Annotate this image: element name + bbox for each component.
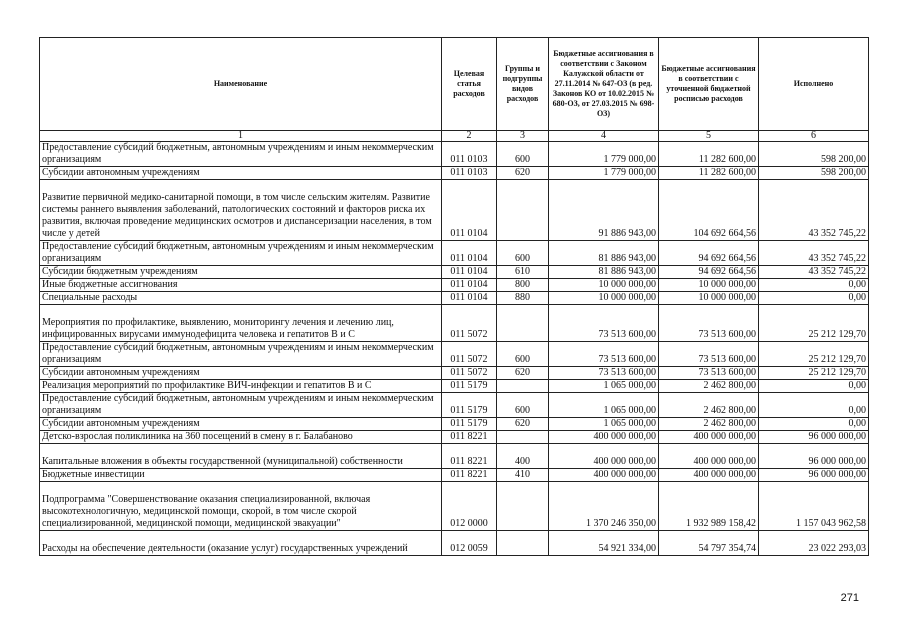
- row-clarified-amount: 73 513 600,00: [659, 305, 759, 342]
- row-clarified-amount: 1 932 989 158,42: [659, 482, 759, 531]
- row-law-amount: 400 000 000,00: [549, 469, 659, 482]
- table-row: [40, 444, 869, 469]
- table-row: [40, 380, 869, 393]
- row-expense-group: 400: [497, 444, 549, 469]
- row-law-amount: 73 513 600,00: [549, 305, 659, 342]
- row-name: Детско-взрослая поликлиника на 360 посещений в смену в г. Балабаново: [40, 431, 442, 444]
- row-law-amount: 81 886 943,00: [549, 241, 659, 266]
- row-name: Иные бюджетные ассигнования: [40, 279, 442, 292]
- row-expense-group: [497, 531, 549, 556]
- table-row: [40, 292, 869, 305]
- row-target-article: 011 0104: [442, 180, 497, 241]
- table-row: [40, 342, 869, 367]
- row-expense-group: 620: [497, 418, 549, 431]
- row-law-amount: 10 000 000,00: [549, 292, 659, 305]
- row-executed-amount: 96 000 000,00: [759, 431, 869, 444]
- table-row: [40, 142, 869, 167]
- row-target-article: 011 0104: [442, 241, 497, 266]
- row-expense-group: [497, 305, 549, 342]
- row-target-article: 011 0104: [442, 279, 497, 292]
- row-name: Специальные расходы: [40, 292, 442, 305]
- header-expense-groups: Группы и подгруппы видов расходов: [497, 38, 549, 131]
- row-law-amount: 10 000 000,00: [549, 279, 659, 292]
- row-name: Мероприятия по профилактике, выявлению, мониторингу лечения и лечению лиц, инфицированных вирусами иммунодефицита человека и гепатитов В и С: [40, 305, 442, 342]
- row-name: Развитие первичной медико-санитарной помощи, в том числе сельским жителям. Развитие системы раннего выявления заболеваний, патологических состояний и факторов риска их развития, включая проведение медицинских осмотров и диспансеризации населения, в том числе у детей: [40, 180, 442, 241]
- table-row: [40, 418, 869, 431]
- table-row: [40, 393, 869, 418]
- row-name: Расходы на обеспечение деятельности (оказание услуг) государственных учреждений: [40, 531, 442, 556]
- row-law-amount: 1 370 246 350,00: [549, 482, 659, 531]
- row-name: Субсидии автономным учреждениям: [40, 367, 442, 380]
- row-target-article: 011 0103: [442, 142, 497, 167]
- row-target-article: 011 0104: [442, 266, 497, 279]
- header-target-article: Целевая статья расходов: [442, 38, 497, 131]
- row-executed-amount: 0,00: [759, 279, 869, 292]
- row-executed-amount: 43 352 745,22: [759, 266, 869, 279]
- row-law-amount: 73 513 600,00: [549, 342, 659, 367]
- table-row: [40, 305, 869, 342]
- table-row: [40, 482, 869, 531]
- row-target-article: 011 5179: [442, 393, 497, 418]
- column-number: 1: [40, 131, 442, 142]
- table-row: [40, 531, 869, 556]
- table-row: [40, 431, 869, 444]
- row-target-article: 012 0059: [442, 531, 497, 556]
- row-executed-amount: 25 212 129,70: [759, 305, 869, 342]
- row-expense-group: 600: [497, 393, 549, 418]
- row-expense-group: 610: [497, 266, 549, 279]
- table-row: [40, 167, 869, 180]
- row-name: Субсидии автономным учреждениям: [40, 418, 442, 431]
- row-law-amount: 91 886 943,00: [549, 180, 659, 241]
- row-expense-group: 600: [497, 241, 549, 266]
- row-target-article: 011 5072: [442, 342, 497, 367]
- row-clarified-amount: 11 282 600,00: [659, 142, 759, 167]
- row-expense-group: 600: [497, 342, 549, 367]
- row-expense-group: 800: [497, 279, 549, 292]
- table-row: [40, 469, 869, 482]
- row-executed-amount: 0,00: [759, 380, 869, 393]
- row-law-amount: 400 000 000,00: [549, 431, 659, 444]
- row-law-amount: 1 779 000,00: [549, 167, 659, 180]
- row-target-article: 011 0103: [442, 167, 497, 180]
- table-row: [40, 241, 869, 266]
- row-law-amount: 1 065 000,00: [549, 393, 659, 418]
- column-number: 6: [759, 131, 869, 142]
- row-expense-group: [497, 431, 549, 444]
- row-executed-amount: 96 000 000,00: [759, 469, 869, 482]
- header-name: Наименование: [40, 38, 442, 131]
- row-executed-amount: 25 212 129,70: [759, 342, 869, 367]
- row-executed-amount: 598 200,00: [759, 142, 869, 167]
- row-executed-amount: 23 022 293,03: [759, 531, 869, 556]
- row-name: Капитальные вложения в объекты государственной (муниципальной) собственности: [40, 444, 442, 469]
- table-row: [40, 266, 869, 279]
- table-row: [40, 180, 869, 241]
- row-clarified-amount: 400 000 000,00: [659, 469, 759, 482]
- row-law-amount: 81 886 943,00: [549, 266, 659, 279]
- row-name: Предоставление субсидий бюджетным, автономным учреждениям и иным некоммерческим организациям: [40, 241, 442, 266]
- row-executed-amount: 0,00: [759, 418, 869, 431]
- row-law-amount: 400 000 000,00: [549, 444, 659, 469]
- row-law-amount: 54 921 334,00: [549, 531, 659, 556]
- row-target-article: 011 8221: [442, 469, 497, 482]
- row-target-article: 011 5179: [442, 418, 497, 431]
- row-expense-group: [497, 482, 549, 531]
- header-clarified-allocations: Бюджетные ассигнования в соответствии с уточненной бюджетной росписью расходов: [659, 38, 759, 131]
- table-row: [40, 367, 869, 380]
- row-name: Предоставление субсидий бюджетным, автономным учреждениям и иным некоммерческим организациям: [40, 342, 442, 367]
- row-expense-group: 600: [497, 142, 549, 167]
- column-number: 5: [659, 131, 759, 142]
- row-clarified-amount: 2 462 800,00: [659, 418, 759, 431]
- row-law-amount: 1 065 000,00: [549, 380, 659, 393]
- row-law-amount: 73 513 600,00: [549, 367, 659, 380]
- budget-table: [39, 37, 869, 556]
- column-number-row: [40, 131, 869, 142]
- row-clarified-amount: 400 000 000,00: [659, 431, 759, 444]
- row-clarified-amount: 104 692 664,56: [659, 180, 759, 241]
- row-executed-amount: 1 157 043 962,58: [759, 482, 869, 531]
- row-name: Предоставление субсидий бюджетным, автономным учреждениям и иным некоммерческим организациям: [40, 393, 442, 418]
- row-clarified-amount: 54 797 354,74: [659, 531, 759, 556]
- row-target-article: 011 5072: [442, 367, 497, 380]
- row-executed-amount: 0,00: [759, 292, 869, 305]
- row-clarified-amount: 94 692 664,56: [659, 266, 759, 279]
- row-name: Субсидии автономным учреждениям: [40, 167, 442, 180]
- row-executed-amount: 43 352 745,22: [759, 241, 869, 266]
- row-name: Предоставление субсидий бюджетным, автономным учреждениям и иным некоммерческим организациям: [40, 142, 442, 167]
- row-target-article: 012 0000: [442, 482, 497, 531]
- header-executed: Исполнено: [759, 38, 869, 131]
- column-number: 4: [549, 131, 659, 142]
- row-target-article: 011 5179: [442, 380, 497, 393]
- row-clarified-amount: 73 513 600,00: [659, 342, 759, 367]
- row-name: Субсидии бюджетным учреждениям: [40, 266, 442, 279]
- row-executed-amount: 96 000 000,00: [759, 444, 869, 469]
- row-clarified-amount: 94 692 664,56: [659, 241, 759, 266]
- row-name: Реализация мероприятий по профилактике ВИЧ-инфекции и гепатитов В и С: [40, 380, 442, 393]
- row-expense-group: [497, 380, 549, 393]
- row-clarified-amount: 2 462 800,00: [659, 393, 759, 418]
- table-header: [40, 38, 869, 142]
- row-expense-group: [497, 180, 549, 241]
- row-executed-amount: 0,00: [759, 393, 869, 418]
- row-expense-group: 620: [497, 367, 549, 380]
- page-number: 271: [840, 592, 859, 604]
- row-clarified-amount: 10 000 000,00: [659, 279, 759, 292]
- row-expense-group: 620: [497, 167, 549, 180]
- row-clarified-amount: 10 000 000,00: [659, 292, 759, 305]
- row-expense-group: 880: [497, 292, 549, 305]
- table-row: [40, 279, 869, 292]
- column-number: 3: [497, 131, 549, 142]
- row-clarified-amount: 73 513 600,00: [659, 367, 759, 380]
- row-expense-group: 410: [497, 469, 549, 482]
- row-law-amount: 1 065 000,00: [549, 418, 659, 431]
- row-clarified-amount: 400 000 000,00: [659, 444, 759, 469]
- row-target-article: 011 0104: [442, 292, 497, 305]
- row-clarified-amount: 2 462 800,00: [659, 380, 759, 393]
- row-name: Бюджетные инвестиции: [40, 469, 442, 482]
- row-executed-amount: 25 212 129,70: [759, 367, 869, 380]
- row-target-article: 011 8221: [442, 431, 497, 444]
- row-target-article: 011 8221: [442, 444, 497, 469]
- header-law-allocations: Бюджетные ассигнования в соответствии с Законом Калужской области от 27.11.2014 № 647-ОЗ (в ред. Законов КО от 10.02.2015 № 680-ОЗ, от 27.03.2015 № 698-ОЗ): [549, 38, 659, 131]
- column-number: 2: [442, 131, 497, 142]
- row-target-article: 011 5072: [442, 305, 497, 342]
- table-body: [40, 142, 869, 556]
- row-executed-amount: 598 200,00: [759, 167, 869, 180]
- row-name: Подпрограмма "Совершенствование оказания специализированной, включая высокотехнологичную, медицинской помощи, скорой, в том числе скорой специализированной, медицинской помощи, медицинской эвакуации": [40, 482, 442, 531]
- row-executed-amount: 43 352 745,22: [759, 180, 869, 241]
- row-law-amount: 1 779 000,00: [549, 142, 659, 167]
- row-clarified-amount: 11 282 600,00: [659, 167, 759, 180]
